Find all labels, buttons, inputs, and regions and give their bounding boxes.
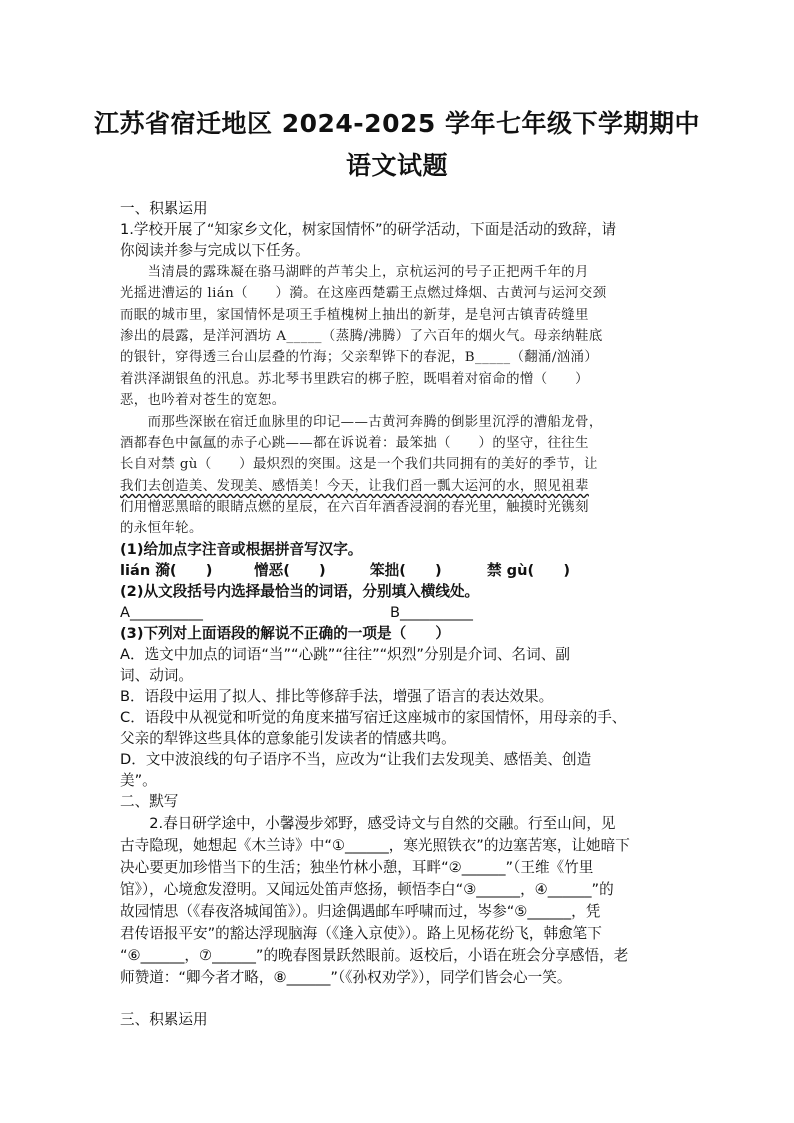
option-a-line-2: 词、动词。 <box>120 667 193 684</box>
pinyin-item-3: 笨拙( ) <box>370 562 442 579</box>
question-2-line-6: 君传语报平安”的豁达浮现脑海（《逢入京使》）。路上见杨花纷飞，韩愈笔下 <box>120 925 602 942</box>
section-2-heading: 二、默写 <box>120 793 179 810</box>
question-2-line-7: “⑥______，⑦______”的晚春图景跃然眼前。返校后，小语在班会分享感悟，老 <box>120 947 629 964</box>
section-3-heading: 三、积累运用 <box>120 1011 208 1028</box>
question-2-line-5: 故园情思（《春夜洛城闻笛》）。归途偶遇邮车呼啸而过，岑参“⑤______，凭 <box>120 903 601 920</box>
passage-line-9: 酒都春色中氤氲的赤子心跳——都在诉说着：最笨拙（ ）的坚守，往往生 <box>120 436 589 451</box>
question-1-intro-line-1: 1.学校开展了“知家乡文化，树家国情怀”的研学活动，下面是活动的致辞，请 <box>120 221 617 238</box>
question-2-line-8: 师赞道：“卿今者才略，⑧______”（《孙权劝学》），同学们皆会心一笑。 <box>120 969 572 986</box>
question-2-line-2: 古寺隐现，她想起《木兰诗》中“①______，寒光照铁衣”的边塞苦寒，让她暗下 <box>120 837 630 854</box>
exam-title-line-2: 语文试题 <box>345 151 448 180</box>
passage-line-1: 当清晨的露珠凝在骆马湖畔的芦苇尖上，京杭运河的号子正把两千年的月 <box>120 265 589 280</box>
sub-question-3-label: (3)下列对上面语段的解说不正确的一项是（ ） <box>120 625 450 642</box>
passage-line-4: 渗出的晨露，是洋河酒坊 A_____（蒸腾/沸腾）了六百年的烟火气。母亲纳鞋底 <box>120 329 603 344</box>
exam-title-line-1: 江苏省宿迁地区 2024-2025 学年七年级下学期期中 <box>94 109 700 138</box>
passage-line-3: 而眠的城市里，家国情怀是项王手植槐树上抽出的新芽，是皂河古镇青砖缝里 <box>120 308 589 323</box>
option-c-line-2: 父亲的犁铧这些具体的意象能引发读者的情感共鸣。 <box>120 730 456 747</box>
blank-b: B__________ <box>390 604 473 621</box>
passage-line-5: 的银针，穿得透三台山层叠的竹海；父亲犁铧下的春泥，B_____（翻涌/汹涌） <box>120 350 599 365</box>
pinyin-item-1: lián 漪( ) <box>120 562 213 579</box>
passage-line-11: 我们去创造美、发现美、感悟美！今天，让我们舀一瓢大运河的水，照见祖辈 <box>120 479 589 494</box>
option-d-line-2: 美”。 <box>120 772 157 789</box>
passage-line-8: 而那些深嵌在宿迁血脉里的印记——古黄河奔腾的倒影里沉浮的漕船龙骨， <box>120 415 603 430</box>
passage-line-2: 光摇进漕运的 lián（ ）漪。在这座西楚霸王点燃过烽烟、古黄河与运河交颈 <box>120 286 607 301</box>
option-d-line-1: D．文中波浪线的句子语序不当，应改为“让我们去发现美、感悟美、创造 <box>120 751 592 768</box>
option-b: B．语段中运用了拟人、排比等修辞手法，增强了语言的表达效果。 <box>120 688 554 705</box>
option-a-line-1: A．选文中加点的词语“当”“心跳”“往往”“炽烈”分别是介词、名词、副 <box>120 646 570 663</box>
pinyin-item-2: 憎恶( ) <box>254 562 326 579</box>
sub-question-2-label: (2)从文段括号内选择最恰当的词语，分别填入横线处。 <box>120 583 480 600</box>
question-2-line-4: 馆》），心境愈发澄明。又闻远处笛声悠扬，顿悟李白“③______，④______”的 <box>120 881 614 898</box>
sub-question-1-label: (1)给加点字注音或根据拼音写汉字。 <box>120 541 363 558</box>
section-1-heading: 一、积累运用 <box>120 200 208 217</box>
passage-line-7: 恶，也吟着对苍生的宽恕。 <box>120 393 286 408</box>
passage-line-6: 着洪泽湖银鱼的汛息。苏北琴书里跌宕的梆子腔，既唱着对宿命的憎（ ） <box>120 372 589 387</box>
passage-line-12: 们用憎恶黑暗的眼睛点燃的星辰，在六百年酒香浸润的春光里，触摸时光镌刻 <box>120 500 589 515</box>
option-c-line-1: C．语段中从视觉和听觉的角度来描写宿迁这座城市的家国情怀，用母亲的手、 <box>120 709 627 726</box>
passage-line-10: 长自对禁 gù（ ）最炽烈的突围。这是一个我们共同拥有的美好的季节，让 <box>120 457 598 472</box>
blank-a: A__________ <box>120 604 203 621</box>
passage-line-13: 的永恒年轮。 <box>120 521 203 536</box>
question-2-line-3: 决心要更加珍惜当下的生活；独坐竹林小憩，耳畔“②______”（王维《竹里 <box>120 859 594 876</box>
question-1-intro-line-2: 你阅读并参与完成以下任务。 <box>120 242 310 259</box>
pinyin-item-4: 禁 gù( ) <box>487 562 571 579</box>
question-2-line-1: 2.春日研学途中，小馨漫步郊野，感受诗文与自然的交融。行至山间，见 <box>120 815 616 832</box>
